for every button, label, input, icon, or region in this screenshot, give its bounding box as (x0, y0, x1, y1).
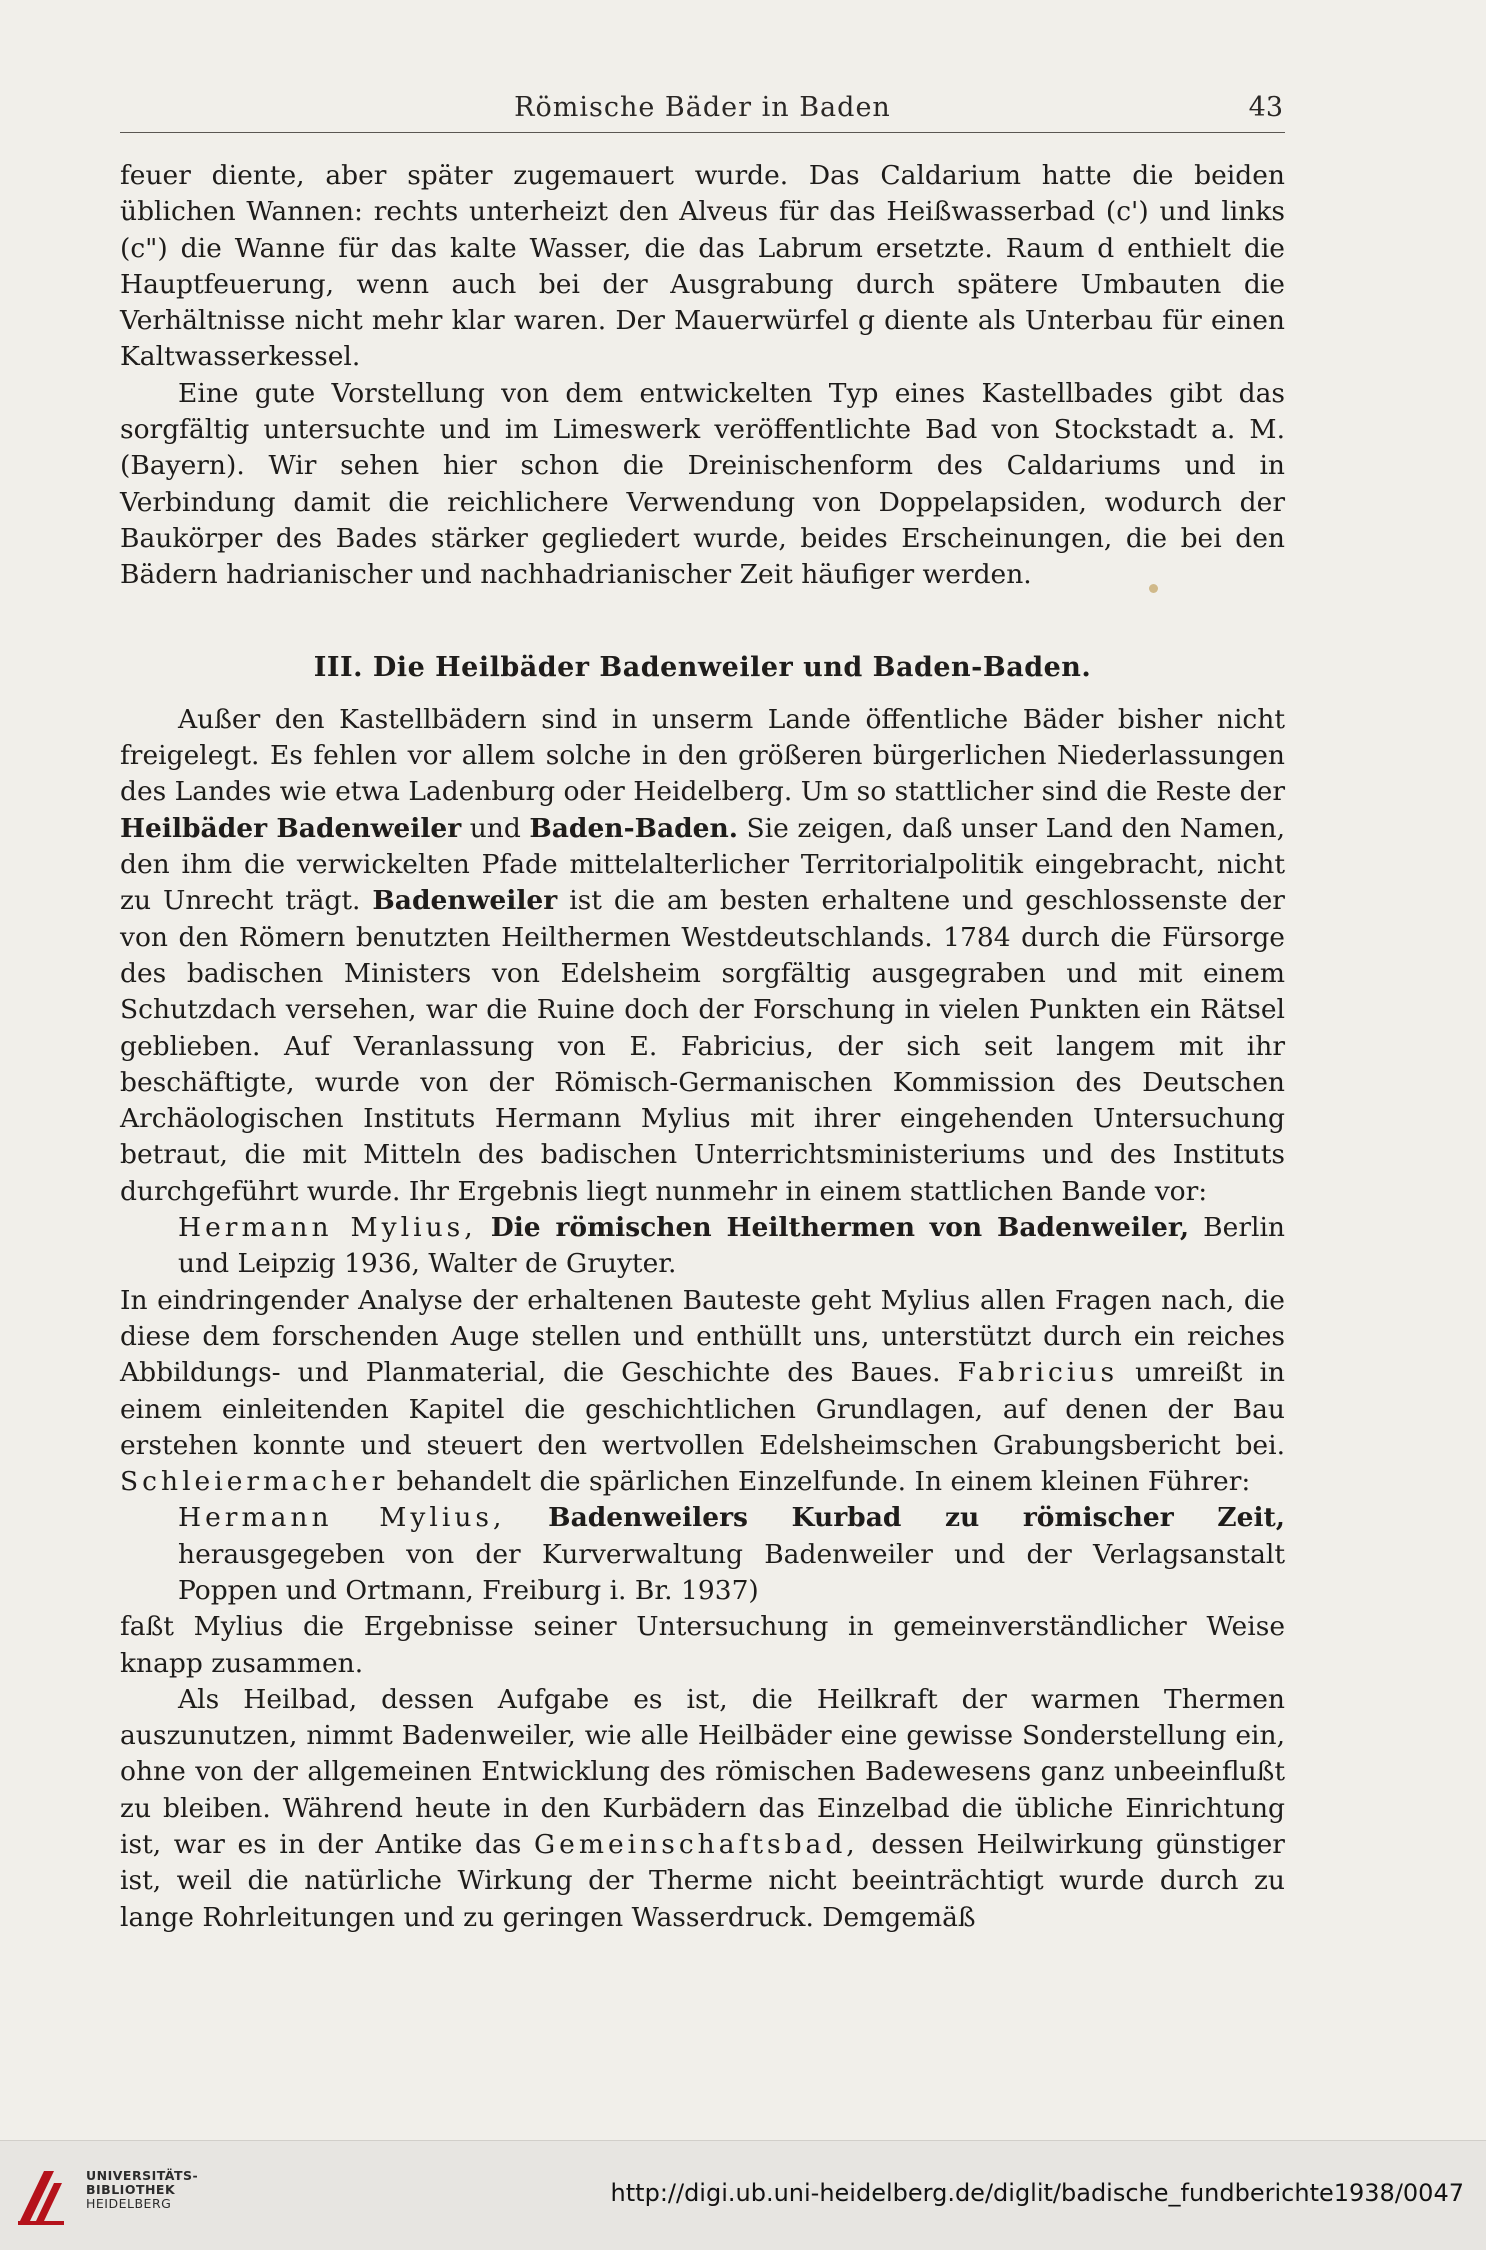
paragraph-heilbad: Als Heilbad, dessen Aufgabe es ist, die Heilkraft der warmen Thermen auszunutzen, nimmt Badenweiler, wie alle Heilbäder eine gewisse Sonderstellung ein, ohne von der allgemeinen Entwicklung des römischen Badewesens ganz unbeeinflußt zu bleiben. Während heute in den Kurbädern das Einzelbad die übliche Einrichtung ist, war es in der Antike das Gemeinschaftsbad, dessen Heilwirkung günstiger ist, weil die natürliche Wirkung der Therme nicht beeinträchtigt wurde durch zu lange Rohrleitungen und zu geringen Wasserdruck. Demgemäß (120, 1683, 1285, 1933)
paragraph-kastellbad: Eine gute Vorstellung von dem entwickelten Typ eines Kastellbades gibt das sorgfältig untersuchte und im Limeswerk veröffentlichte Bad von Stockstadt a. M. (Bayern). Wir sehen hier schon die Dreinischenform des Caldariums und in Verbindung damit die reichlichere Verwendung von Doppelapsiden, wodurch der Baukörper des Bades stärker gegliedert wurde, beides Erscheinungen, die bei den Bädern hadrianischer und nachhadrianischer Zeit häufiger werden. (120, 377, 1285, 591)
emphasis-badenweiler: Badenweiler (372, 885, 558, 917)
running-header (120, 88, 1285, 133)
page-number: 43 (1248, 92, 1283, 123)
university-library-logo-icon (14, 2163, 70, 2227)
source-url-link[interactable]: http://digi.ub.uni-heidelberg.de/diglit/badische_fundberichte1938/0047 (610, 2179, 1464, 2207)
bib-author: Hermann Mylius, (178, 1502, 506, 1534)
running-title: Römische Bäder in Baden (514, 92, 891, 123)
emphasis-baden-baden: Baden-Baden. (529, 812, 739, 844)
name-fabricius: Fabricius (957, 1357, 1119, 1389)
bib-author: Hermann Mylius, (178, 1212, 477, 1244)
section-heading: III. Die Heilbäder Badenweiler und Baden-Baden. (313, 651, 1092, 683)
paragraph-analyse: In eindringender Analyse der erhaltenen Bauteste geht Mylius allen Fragen nach, die diese dem forschenden Auge stellen und enthüllt uns, unterstützt durch ein reiches Abbildungs- und Planmaterial, die Geschichte des Baues. Fabricius umreißt in einem einleitenden Kapitel die geschichtlichen Grundlagen, auf denen der Bau erstehen konnte und steuert den wertvollen Edelsheimschen Grabungsbericht bei. Schleiermacher behandelt die spärlichen Einzelfunde. In einem kleinen Führer: (120, 1284, 1285, 1498)
body-text (120, 158, 1285, 1936)
paragraph-continuation: feuer diente, aber später zugemauert wurde. Das Caldarium hatte die beiden üblichen Wannen: rechts unterheizt den Alveus für das Heißwasserbad (c') und links (c") die Wanne für das kalte Wasser, die das Labrum ersetzte. Raum d enthielt die Hauptfeuerung, wenn auch bei der Ausgrabung durch spätere Umbauten die Verhältnisse nicht mehr klar waren. Der Mauerwürfel g diente als Unterbau für einen Kaltwasserkessel. (120, 160, 1285, 373)
paragraph-heilbaeder: Außer den Kastellbädern sind in unserm Lande öffentliche Bäder bisher nicht freigelegt. Es fehlen vor allem solche in den größeren bürgerlichen Niederlassungen des Landes wie etwa Ladenburg oder Heidelberg. Um so stattlicher sind die Reste der Heilbäder Badenweiler und Baden-Baden. Sie zeigen, daß unser Land den Namen, den ihm die verwickelten Pfade mittelalterlicher Territorialpolitik eingebracht, nicht zu Unrecht trägt. Badenweiler ist die am besten erhaltene und geschlossenste der von den Römern benutzten Heilthermen Westdeutschlands. 1784 durch die Fürsorge des badischen Ministers von Edelsheim sorgfältig ausgegraben und mit einem Schutzdach versehen, war die Ruine doch der Forschung in vielen Punkten ein Rätsel geblieben. Auf Veranlassung von E. Fabricius, der sich seit langem mit ihr beschäftigte, wurde von der Römisch-Germanischen Kommission des Deutschen Archäologischen Instituts Hermann Mylius mit ihrer eingehenden Untersuchung betraut, die mit Mitteln des badischen Unterrichtsministeriums und des Instituts durchgeführt wurde. Ihr Ergebnis liegt nunmehr in einem stattlichen Bande vor: (120, 703, 1285, 1207)
bib-title: Badenweilers Kurbad zu römischer Zeit, (548, 1502, 1285, 1534)
name-schleiermacher: Schleiermacher (120, 1466, 389, 1498)
emphasis-gemeinschaftsbad: Gemeinschaftsbad, (534, 1829, 859, 1861)
library-footer (0, 2140, 1486, 2250)
bib-title: Die römischen Heilthermen von Badenweiler, (490, 1212, 1190, 1244)
library-name: UNIVERSITÄTS- BIBLIOTHEK HEIDELBERG (86, 2168, 199, 2211)
emphasis-heilbaeder: Heilbäder Badenweiler (120, 812, 462, 844)
paper-spot (1149, 584, 1158, 593)
bibliography-entry-1: Hermann Mylius, Die römischen Heilthermen von Badenweiler, Berlin und Leipzig 1936, Walter de Gruyter. (178, 1212, 1285, 1280)
paragraph-zusammenfassung: faßt Mylius die Ergebnisse seiner Untersuchung in gemeinverständlicher Weise knapp zusammen. (120, 1611, 1285, 1679)
bibliography-entry-2: Hermann Mylius, Badenweilers Kurbad zu römischer Zeit, herausgegeben von der Kurverwaltung Badenweiler und der Verlagsanstalt Poppen und Ortmann, Freiburg i. Br. 1937) (178, 1502, 1285, 1606)
